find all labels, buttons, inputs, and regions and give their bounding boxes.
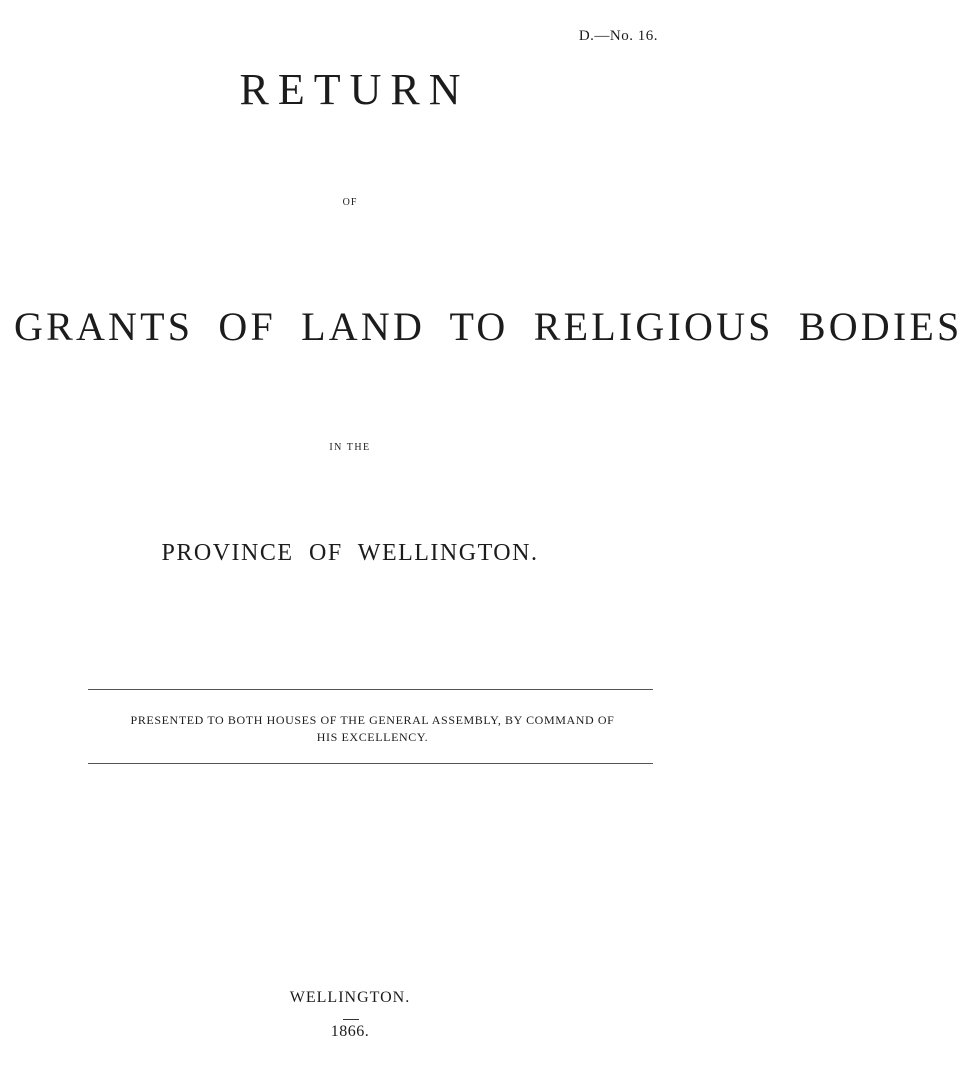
subject-connector-in-the: IN THE [329, 442, 371, 453]
imprint-short-rule [343, 1019, 359, 1020]
title-connector-of: OF [342, 197, 358, 208]
document-title: RETURN [239, 65, 470, 114]
imprint-place: WELLINGTON. [289, 989, 411, 1006]
document-subject: GRANTS OF LAND TO RELIGIOUS BODIES [14, 304, 962, 349]
province-name: PROVINCE OF WELLINGTON. [161, 540, 539, 566]
bottom-divider-rule [88, 763, 653, 764]
top-divider-rule [88, 689, 653, 690]
presentation-statement [100, 712, 645, 746]
document-reference-number: D.—No. 16. [578, 28, 658, 44]
imprint-year: 1866. [330, 1023, 370, 1040]
presentation-line-1: PRESENTED TO BOTH HOUSES OF THE GENERAL ASSEMBLY, BY COMMAND OF [130, 713, 615, 727]
presentation-line-2: HIS EXCELLENCY. [316, 730, 429, 744]
